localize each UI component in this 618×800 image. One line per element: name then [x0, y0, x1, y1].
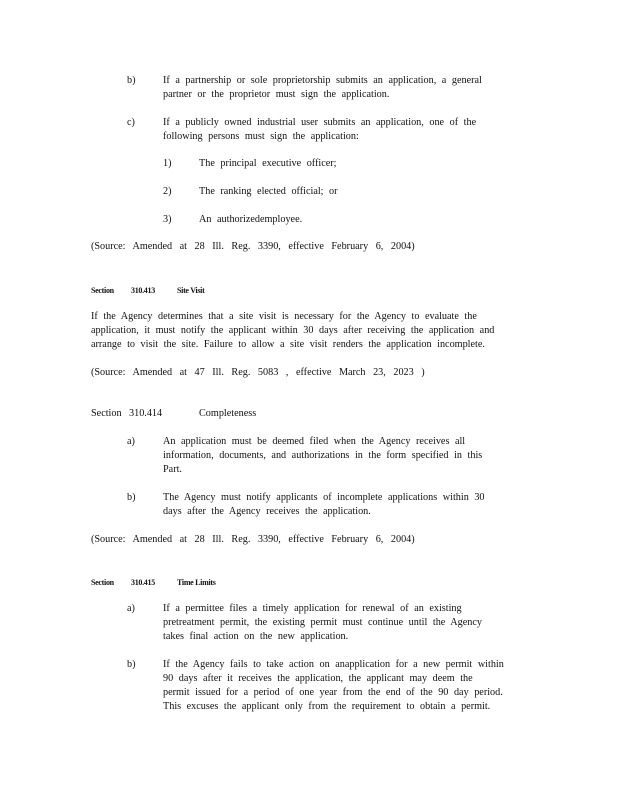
section-title: Site Visit [177, 286, 205, 295]
section-heading-310-414 [91, 407, 311, 421]
item-label: b) [127, 659, 136, 670]
section-title: Completeness [199, 408, 257, 419]
section-title: Time Limits [177, 578, 216, 587]
item-text: The ranking elected official; or [199, 186, 338, 197]
item-text: If a partnership or sole proprietorship submits an application, a general partner or the proprietor must sign the application. [163, 75, 482, 100]
item-label: b) [127, 492, 136, 503]
section-label: Section [91, 408, 122, 419]
section-heading-310-415 [91, 576, 291, 588]
section-number: 310.415 [131, 578, 155, 587]
item-label: 1) [163, 158, 172, 169]
item-label: a) [127, 436, 135, 447]
item-label: a) [127, 603, 135, 614]
section-number: 310.413 [131, 286, 155, 295]
section-body: If the Agency determines that a site visit is necessary for the Agency to evaluate the application, it must notify the applicant within 30 days after receiving the application and arrange to visit the site. Failure to allow a site visit renders the application incomplete. [91, 311, 495, 350]
item-label: c) [127, 117, 135, 128]
section-number: 310.414 [129, 408, 163, 419]
item-label: 2) [163, 186, 172, 197]
item-text: If a permittee files a timely application for renewal of an existing pretreatment permit, the existing permit must continue until the Agency takes final action on the new application. [163, 603, 482, 642]
item-text: An authorizedemployee. [199, 214, 303, 225]
source-note: (Source: Amended at 47 Ill. Reg. 5083 , effective March 23, 2023 ) [91, 367, 425, 378]
item-text: If a publicly owned industrial user submits an application, one of the following persons must sign the application: [163, 117, 477, 142]
item-text: If the Agency fails to take action on anapplication for a new permit within 90 days after it receives the application, the applicant may deem the permit issued for a period of one year from the end of the 90 day period. This excuses the applicant only from the requirement to obtain a permit. [163, 659, 504, 712]
section-heading-310-413 [91, 284, 291, 296]
item-label: b) [127, 75, 136, 86]
section-label: Section [91, 286, 114, 295]
source-note: (Source: Amended at 28 Ill. Reg. 3390, effective February 6, 2004) [91, 534, 415, 545]
item-text: An application must be deemed filed when the Agency receives all information, documents, and authorizations in the form specified in this Part. [163, 436, 483, 475]
item-text: The principal executive officer; [199, 158, 337, 169]
item-label: 3) [163, 214, 172, 225]
item-text: The Agency must notify applicants of incomplete applications within 30 days after the Agency receives the application. [163, 492, 485, 517]
source-note: (Source: Amended at 28 Ill. Reg. 3390, effective February 6, 2004) [91, 241, 415, 252]
section-label: Section [91, 578, 114, 587]
